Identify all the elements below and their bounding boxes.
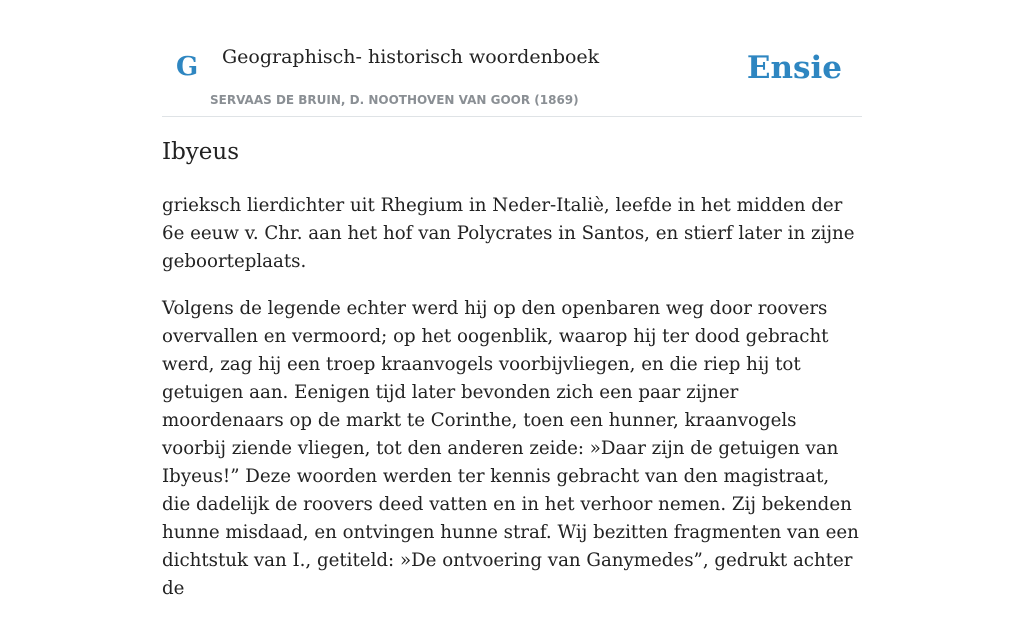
header (162, 0, 862, 117)
entry-title: Ibyeus (162, 139, 240, 165)
entry-paragraph: Volgens de legende echter werd hij op den openbaren weg door roovers overvallen en vermoord; op het oogenblik, waarop hij ter dood gebracht werd, zag hij een troep kraanvogels voorbijvliegen, en die riep hij tot getuigen aan. Eenigen tijd later bevonden zich een paar zijner moordenaars op de markt te Corinthe, toen een hunner, kraanvogels voorbij ziende vliegen, tot den anderen zeide: »Daar zijn de getuigen van Ibyeus!” Deze woorden werden ter kennis gebracht van den magistraat, die dadelijk de roovers deed vatten en in het verhoor nemen. Zij bekenden hunne misdaad, en ontvingen hunne straf. Wij bezitten fragmenten van een dichtstuk van I., getiteld: »De ontvoering van Ganymedes”, gedrukt achter de (162, 298, 859, 599)
book-authors: SERVAAS DE BRUIN, D. NOOTHOVEN VAN GOOR (1869) (210, 93, 579, 107)
book-title[interactable]: Geographisch- historisch woordenboek (222, 46, 600, 68)
book-logo-icon[interactable]: G (176, 52, 199, 82)
entry-paragraph: grieksch lierdichter uit Rhegium in Neder-Italiè, leefde in het midden der 6e eeuw v. Chr. aan het hof van Polycrates in Santos, en stierf later in zijne geboorteplaats. (162, 195, 855, 272)
site-logo[interactable]: Ensie (746, 50, 842, 86)
entry-content (162, 192, 862, 622)
